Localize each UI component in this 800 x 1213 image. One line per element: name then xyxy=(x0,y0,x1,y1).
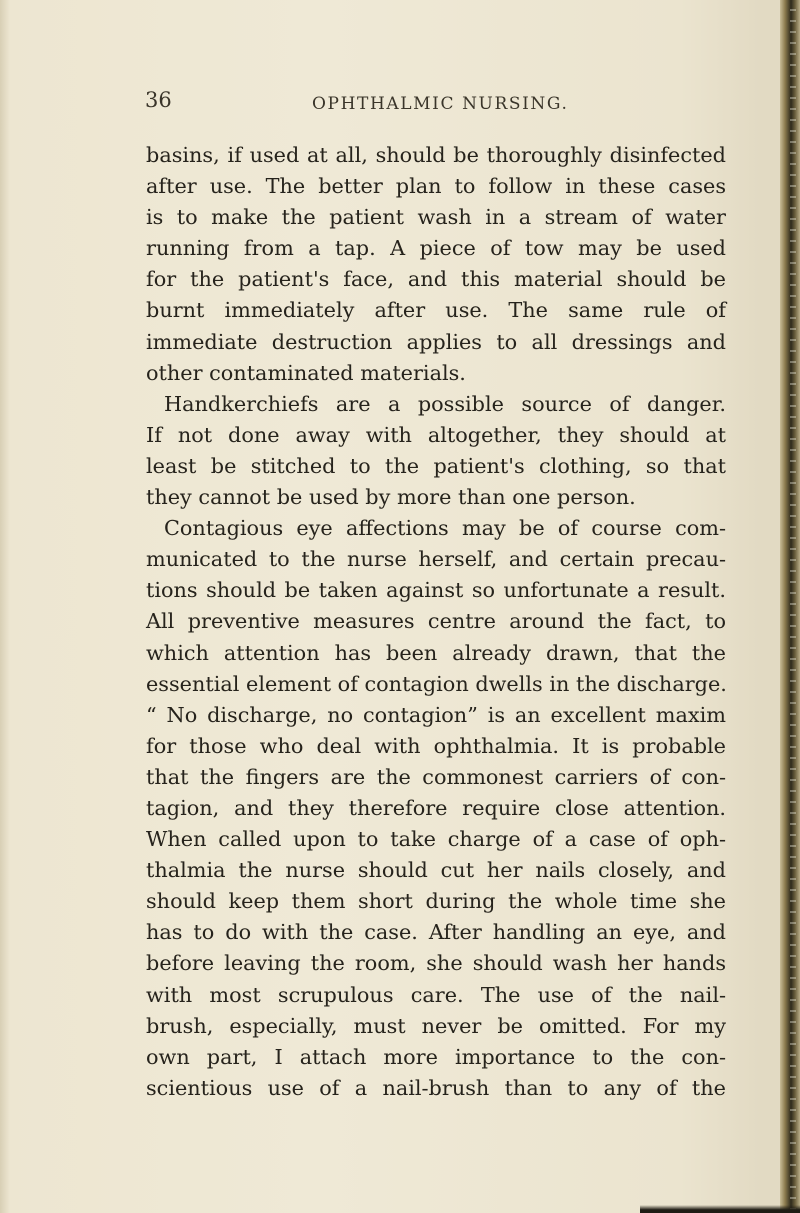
text-line: own part, I attach more importance to the con- xyxy=(146,1044,726,1069)
text-line: municated to the nurse herself, and certain precau- xyxy=(146,547,726,572)
text-line: tagion, and they therefore require close attention. xyxy=(146,795,726,820)
text-line: that the fingers are the commonest carriers of con- xyxy=(146,764,726,789)
text-line: If not done away with altogether, they should at xyxy=(146,422,726,447)
body-text xyxy=(146,140,726,1104)
text-line: before leaving the room, she should wash her hands xyxy=(146,951,726,976)
text-line: scientious use of a nail-brush than to any of the xyxy=(146,1075,726,1100)
paragraph-start-line: Contagious eye affections may be of course com- xyxy=(164,516,726,541)
text-line: for those who deal with ophthalmia. It is probable xyxy=(146,733,726,758)
text-line: after use. The better plan to follow in these cases xyxy=(146,174,726,199)
page-left-shadow xyxy=(0,0,10,1213)
text-line: basins, if used at all, should be thoroughly disinfected xyxy=(146,143,726,167)
text-line: other contaminated materials. xyxy=(146,360,466,385)
running-title: OPHTHALMIC NURSING. xyxy=(312,94,569,114)
text-line: When called upon to take charge of a case of oph- xyxy=(146,827,726,852)
text-line: immediate destruction applies to all dressings and xyxy=(146,329,726,354)
page-header xyxy=(0,88,800,122)
text-line: is to make the patient wash in a stream of water xyxy=(146,205,726,230)
text-line: for the patient's face, and this material should be xyxy=(146,267,726,292)
text-line: “ No discharge, no contagion” is an excellent maxim xyxy=(146,702,726,727)
bottom-edge-shadow xyxy=(640,1205,800,1213)
text-line: running from a tap. A piece of tow may be used xyxy=(146,236,726,261)
text-line: least be stitched to the patient's clothing, so that xyxy=(146,453,726,478)
text-line: essential element of contagion dwells in the discharge. xyxy=(146,671,727,696)
text-line: they cannot be used by more than one person. xyxy=(146,485,636,510)
text-line: All preventive measures centre around the fact, to xyxy=(146,609,726,634)
text-line: burnt immediately after use. The same rule of xyxy=(146,298,726,323)
text-line: with most scrupulous care. The use of the nail- xyxy=(146,982,726,1007)
page-edge-texture xyxy=(790,0,796,1213)
text-line: tions should be taken against so unfortunate a result. xyxy=(146,578,726,603)
text-line: thalmia the nurse should cut her nails closely, and xyxy=(146,858,726,883)
text-line: has to do with the case. After handling an eye, and xyxy=(146,920,726,945)
text-line: should keep them short during the whole time she xyxy=(146,889,726,914)
text-line: brush, especially, must never be omitted. For my xyxy=(146,1013,726,1038)
paragraph-start-line: Handkerchiefs are a possible source of danger. xyxy=(164,391,726,416)
text-line: which attention has been already drawn, that the xyxy=(146,640,726,665)
page-number: 36 xyxy=(145,88,172,112)
page-edge-binding xyxy=(780,0,800,1213)
